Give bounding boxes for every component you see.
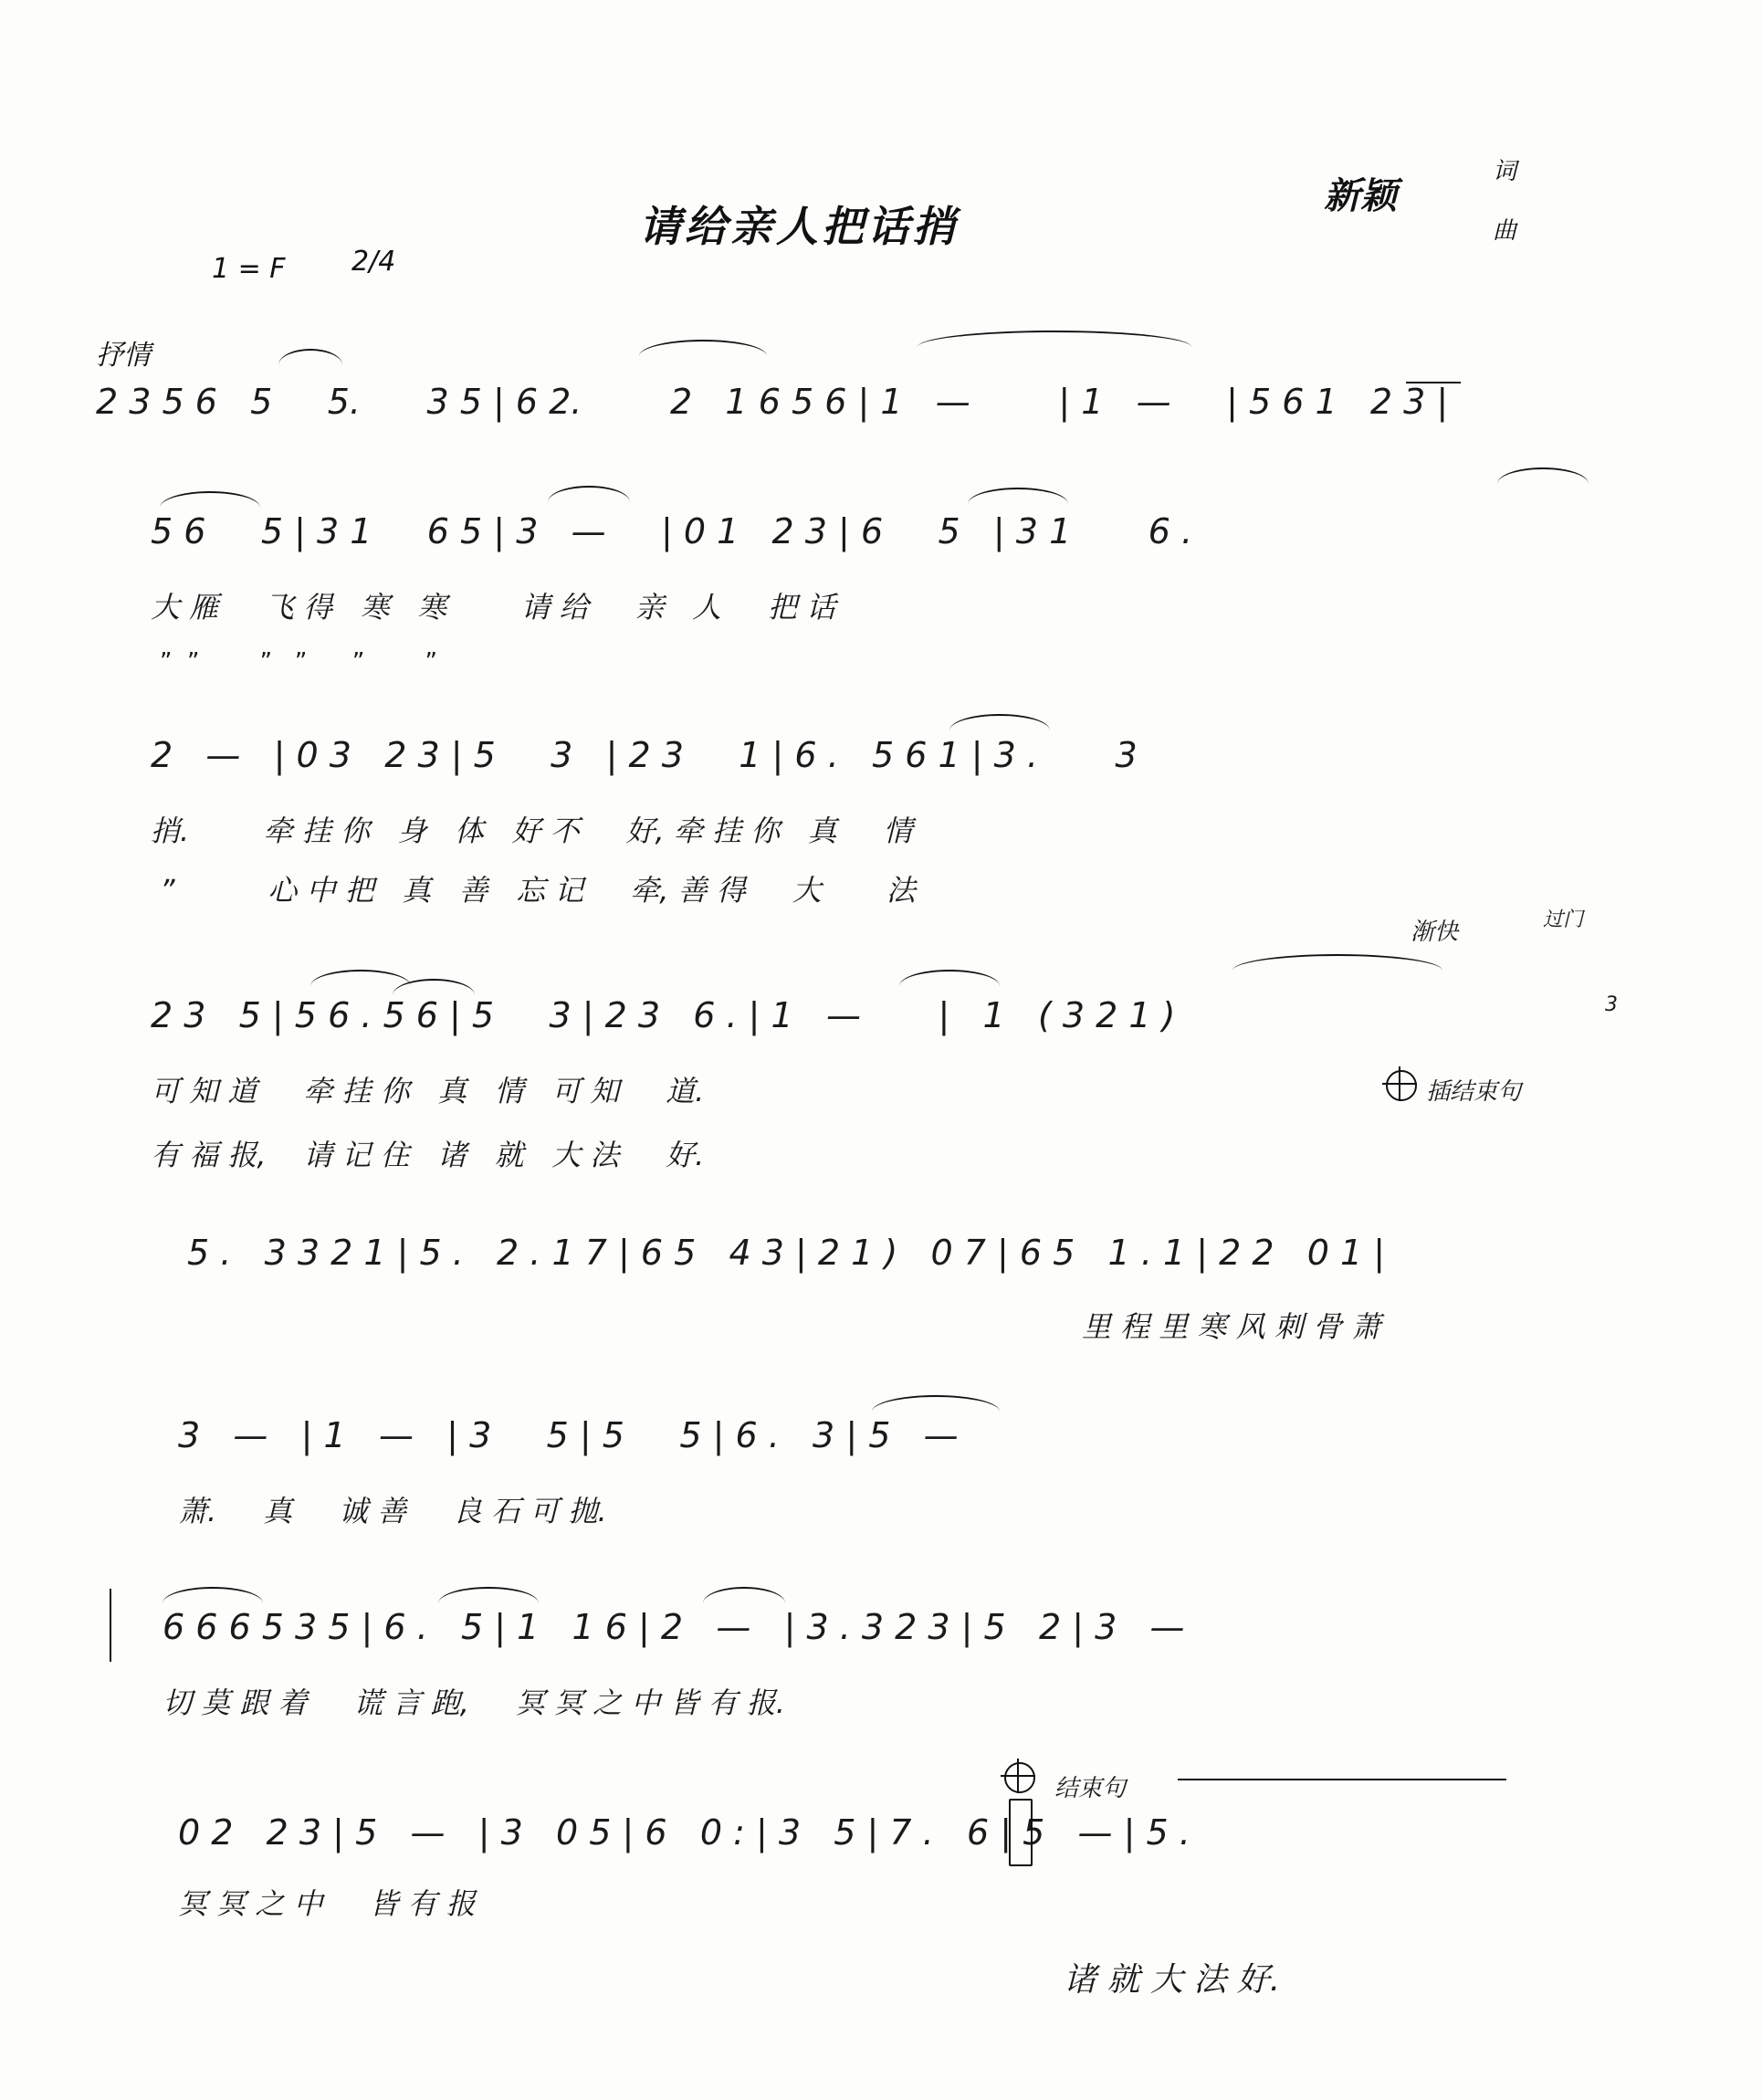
ending-bracket-line [1178, 1779, 1506, 1780]
system-5-lyrics: 里 程 里 寒 风 刺 骨 萧 [1082, 1309, 1381, 1344]
slur-arc [949, 714, 1050, 730]
slur-arc [872, 1395, 1000, 1412]
repeat-barline [1009, 1799, 1033, 1866]
system-6-lyrics: 萧. 真 诚 善 良 石 可 抛. [178, 1494, 607, 1528]
system-3-lyrics-line1: 捎. 牵 挂 你 身 体 好 不 好, 牵 挂 你 真 情 [151, 814, 913, 848]
annotation-triplet: 3 [1605, 993, 1618, 1016]
tie-line [1406, 382, 1461, 383]
slur-arc [278, 349, 342, 365]
slur-arc [548, 486, 630, 502]
slur-arc [163, 1587, 263, 1603]
time-signature: 2/4 [351, 246, 396, 278]
system-6-notes: 3 — | 1 — | 3 5 | 5 5 | 6 . 3 | 5 — [178, 1415, 959, 1455]
system-2-notes: 5 6 5 | 3 1 6 5 | 3 — | 0 1 2 3 | 6 5 | 3 1 6 . [151, 511, 1193, 551]
slur-arc [899, 970, 1000, 986]
coda-icon-ending [1004, 1762, 1035, 1793]
system-3-notes: 2 — | 0 3 2 3 | 5 3 | 2 3 1 | 6 . 5 6 1 | 3 . 3 [151, 735, 1138, 775]
system-4-notes: 2 3 5 | 5 6 . 5 6 | 5 3 | 2 3 6 . | 1 — | 1 ( 3 2 1 ) [151, 995, 1176, 1035]
system-8-lyrics: 冥 冥 之 中 皆 有 报 [178, 1886, 476, 1921]
slur-arc [438, 1587, 539, 1603]
system-5-notes: 5 . 3 3 2 1 | 5 . 2 . 1 7 | 6 5 4 3 | 2 1 ) 0 7 | 6 5 1 . 1 | 2 2 0 1 | [187, 1233, 1386, 1273]
system-4-lyrics-line1: 可 知 道 牵 挂 你 真 情 可 知 道. [151, 1074, 705, 1108]
page-title: 请给亲人把话捎 [639, 202, 959, 251]
system-8-lyrics-tail: 诸 就 大 法 好. [1064, 1961, 1281, 1999]
slur-arc [160, 491, 260, 508]
slur-arc [1497, 467, 1589, 484]
slur-arc [968, 488, 1068, 504]
slur-arc [1232, 954, 1442, 971]
system-3-lyrics-line2: ” 心 中 把 真 善 忘 记 牵, 善 得 大 法 [160, 873, 916, 908]
barline [110, 1589, 111, 1662]
system-8-notes: 0 2 2 3 | 5 — | 3 0 5 | 6 0 : | 3 5 | 7 . 6 | 5 — | 5 . [178, 1812, 1190, 1853]
author-name: 新颖 [1324, 175, 1397, 217]
slur-arc [918, 331, 1191, 347]
key-signature: 1 = F [212, 253, 286, 285]
system-2-lyrics: 大 雁 飞 得 寒 寒 请 给 亲 人 把 话 [151, 590, 836, 625]
system-7-notes: 6 6 6 5 3 5 | 6 . 5 | 1 1 6 | 2 — | 3 . 3 2 3 | 5 2 | 3 — [163, 1607, 1185, 1647]
system-7-lyrics: 切 莫 跟 着 谎 言 跑, 冥 冥 之 中 皆 有 报. [163, 1685, 785, 1720]
annotation-insert-ending: 插结束句 [1426, 1078, 1522, 1106]
annotation-interlude: 过门 [1543, 908, 1584, 931]
tempo-marking: 抒情 [96, 340, 151, 372]
slur-arc [703, 1587, 785, 1603]
coda-icon [1386, 1070, 1417, 1101]
system-4-lyrics-line2: 有 福 报, 请 记 住 诸 就 大 法 好. [151, 1138, 705, 1172]
music-credit-label: 曲 [1493, 217, 1517, 245]
annotation-accelerando: 渐快 [1411, 919, 1459, 946]
annotation-ending-phrase: 结束句 [1054, 1775, 1127, 1802]
slur-arc [310, 970, 411, 986]
slur-arc [639, 340, 767, 356]
lyrics-credit-label: 词 [1493, 158, 1517, 185]
system-2-quote-marks: ” ” ” ” ” ” [160, 648, 437, 676]
system-1-notes: 2 3 5 6 5 5. 3 5 | 6 2. 2 1 6 5 6 | 1 — | 1 — | 5 6 1 2 3 | [96, 382, 1449, 422]
